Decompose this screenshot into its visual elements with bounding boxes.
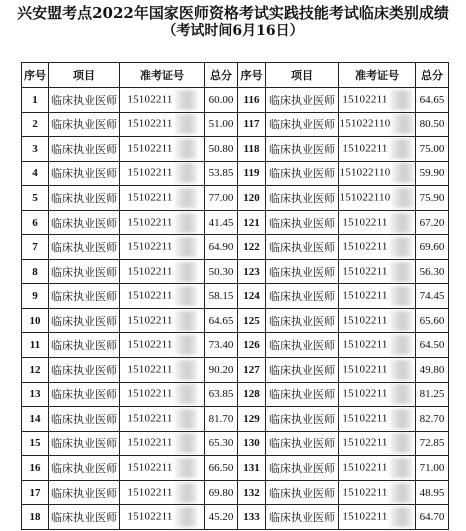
ticket-number: 15102211 [127,412,173,425]
ticket-number: 15102211 [127,486,173,499]
ticket-number: 15102211 [127,93,173,106]
cell-score: 69.80 [205,480,238,505]
ticket-number: 15102211 [127,314,173,327]
redaction-blur [390,384,412,404]
cell-ticket [339,186,416,211]
cell-ticket [120,505,205,530]
cell-seq: 118 [238,137,266,162]
cell-ticket [339,210,416,235]
exam-date-subtitle: （考试时间6月16日） [162,23,304,39]
cell-seq: 10 [22,308,49,333]
redaction-blur [175,286,197,306]
cell-item: 临床执业医师 [49,161,120,186]
cell-score: 41.45 [205,210,238,235]
cell-score: 64.70 [416,505,449,530]
ticket-number: 15102211 [127,142,173,155]
cell-seq: 121 [238,210,266,235]
cell-score: 81.25 [416,382,449,407]
cell-ticket [120,284,205,309]
cell-item: 临床执业医师 [266,112,339,137]
cell-seq: 132 [238,480,266,505]
table-row [22,308,449,333]
cell-item: 临床执业医师 [49,358,120,383]
header-item: 项目 [49,63,120,88]
ticket-number: 15102211 [342,436,388,449]
cell-item: 临床执业医师 [49,505,120,530]
header-item: 项目 [266,63,339,88]
cell-seq: 15 [22,431,49,456]
redaction-blur [390,90,412,110]
cell-seq: 5 [22,186,49,211]
cell-seq: 124 [238,284,266,309]
cell-score: 66.50 [205,456,238,481]
cell-ticket [339,456,416,481]
ticket-number: 15102211 [342,93,388,106]
table-row [22,112,449,137]
ticket-number: 15102211 [127,265,173,278]
cell-item: 临床执业医师 [49,431,120,456]
cell-item: 临床执业医师 [266,431,339,456]
redaction-blur [175,163,197,183]
cell-ticket [120,259,205,284]
cell-seq: 13 [22,382,49,407]
redaction-blur [390,360,412,380]
cell-ticket [120,382,205,407]
cell-ticket [339,358,416,383]
cell-score: 71.00 [416,456,449,481]
redaction-blur [175,507,197,527]
ticket-number: 15102211 [127,166,173,179]
cell-item: 临床执业医师 [49,308,120,333]
redaction-blur [390,213,412,233]
redaction-blur [175,139,197,159]
cell-ticket [339,480,416,505]
cell-ticket [339,259,416,284]
cell-score: 90.20 [205,358,238,383]
table-body [22,88,449,530]
table-row [22,284,449,309]
cell-seq: 2 [22,112,49,137]
cell-score: 58.15 [205,284,238,309]
cell-seq: 128 [238,382,266,407]
cell-item: 临床执业医师 [49,456,120,481]
header-ticket: 准考证号 [120,63,205,88]
ticket-number: 151022110 [339,117,391,130]
cell-seq: 131 [238,456,266,481]
ticket-number: 15102211 [127,216,173,229]
cell-item: 临床执业医师 [49,333,120,358]
redaction-blur [175,433,197,453]
redaction-blur [175,237,197,257]
redaction-blur [175,483,197,503]
cell-score: 67.20 [416,210,449,235]
cell-item: 临床执业医师 [49,88,120,113]
cell-ticket [120,186,205,211]
redaction-blur [392,114,414,134]
ticket-number: 15102211 [127,117,173,130]
cell-score: 82.70 [416,407,449,432]
ticket-number: 15102211 [127,510,173,523]
table-row [22,407,449,432]
redaction-blur [390,311,412,331]
redaction-blur [175,114,197,134]
cell-score: 81.70 [205,407,238,432]
ticket-number: 15102211 [127,191,173,204]
cell-score: 80.50 [416,112,449,137]
ticket-number: 15102211 [342,216,388,229]
cell-seq: 4 [22,161,49,186]
redaction-blur [392,163,414,183]
score-table [21,62,449,530]
cell-seq: 7 [22,235,49,260]
header-ticket: 准考证号 [339,63,416,88]
ticket-number: 15102211 [342,240,388,253]
header-score: 总分 [416,63,449,88]
cell-seq: 117 [238,112,266,137]
cell-item: 临床执业医师 [266,235,339,260]
redaction-blur [175,335,197,355]
redaction-blur [390,409,412,429]
cell-seq: 17 [22,480,49,505]
table-row [22,382,449,407]
cell-item: 临床执业医师 [266,259,339,284]
cell-seq: 16 [22,456,49,481]
cell-item: 临床执业医师 [266,88,339,113]
redaction-blur [390,286,412,306]
cell-item: 临床执业医师 [266,480,339,505]
cell-seq: 6 [22,210,49,235]
redaction-blur [390,237,412,257]
cell-seq: 8 [22,259,49,284]
redaction-blur [390,458,412,478]
ticket-number: 15102211 [342,314,388,327]
redaction-blur [390,483,412,503]
cell-seq: 14 [22,407,49,432]
ticket-number: 15102211 [342,142,388,155]
ticket-number: 15102211 [127,461,173,474]
redaction-blur [175,188,197,208]
ticket-number: 15102211 [127,436,173,449]
cell-item: 临床执业医师 [266,186,339,211]
cell-ticket [339,431,416,456]
cell-item: 临床执业医师 [266,333,339,358]
cell-ticket [339,88,416,113]
cell-ticket [339,333,416,358]
cell-ticket [120,431,205,456]
table-row [22,259,449,284]
cell-ticket [120,112,205,137]
cell-ticket [339,161,416,186]
cell-score: 74.45 [416,284,449,309]
cell-score: 51.00 [205,112,238,137]
redaction-blur [175,311,197,331]
cell-item: 临床执业医师 [266,308,339,333]
table-row [22,480,449,505]
ticket-number: 15102211 [342,510,388,523]
cell-seq: 18 [22,505,49,530]
cell-seq: 116 [238,88,266,113]
cell-ticket [120,456,205,481]
cell-seq: 3 [22,137,49,162]
cell-item: 临床执业医师 [49,259,120,284]
cell-score: 75.00 [416,137,449,162]
cell-seq: 129 [238,407,266,432]
cell-item: 临床执业医师 [266,407,339,432]
cell-score: 49.80 [416,358,449,383]
header-seq: 序号 [22,63,49,88]
cell-ticket [339,308,416,333]
redaction-blur [390,433,412,453]
header-seq: 序号 [238,63,266,88]
cell-score: 45.20 [205,505,238,530]
ticket-number: 15102211 [342,363,388,376]
cell-seq: 123 [238,259,266,284]
cell-ticket [339,284,416,309]
redaction-blur [390,262,412,282]
cell-item: 临床执业医师 [49,235,120,260]
cell-score: 65.60 [416,308,449,333]
ticket-number: 15102211 [127,387,173,400]
table-row [22,235,449,260]
redaction-blur [390,139,412,159]
cell-score: 64.65 [416,88,449,113]
table-row [22,358,449,383]
cell-score: 50.30 [205,259,238,284]
cell-ticket [339,235,416,260]
cell-ticket [120,333,205,358]
ticket-number: 15102211 [127,240,173,253]
cell-ticket [339,505,416,530]
cell-item: 临床执业医师 [266,456,339,481]
header-score: 总分 [205,63,238,88]
ticket-number: 151022110 [339,191,391,204]
cell-item: 临床执业医师 [266,284,339,309]
cell-score: 72.85 [416,431,449,456]
ticket-number: 15102211 [342,412,388,425]
cell-ticket [120,88,205,113]
ticket-number: 15102211 [127,289,173,302]
cell-score: 64.65 [205,308,238,333]
table-row [22,210,449,235]
cell-seq: 127 [238,358,266,383]
cell-ticket [339,112,416,137]
cell-ticket [339,137,416,162]
ticket-number: 151022110 [339,166,391,179]
cell-score: 64.50 [416,333,449,358]
cell-item: 临床执业医师 [49,137,120,162]
cell-score: 63.85 [205,382,238,407]
cell-ticket [120,407,205,432]
cell-item: 临床执业医师 [266,358,339,383]
cell-item: 临床执业医师 [266,210,339,235]
cell-seq: 126 [238,333,266,358]
redaction-blur [175,409,197,429]
redaction-blur [175,360,197,380]
cell-item: 临床执业医师 [266,505,339,530]
cell-score: 48.95 [416,480,449,505]
cell-score: 69.60 [416,235,449,260]
table-row [22,456,449,481]
cell-seq: 122 [238,235,266,260]
ticket-number: 15102211 [342,289,388,302]
cell-item: 临床执业医师 [266,137,339,162]
cell-item: 临床执业医师 [49,407,120,432]
ticket-number: 15102211 [127,338,173,351]
ticket-number: 15102211 [342,486,388,499]
cell-item: 临床执业医师 [49,382,120,407]
redaction-blur [175,262,197,282]
cell-item: 临床执业医师 [266,161,339,186]
table-row [22,505,449,530]
redaction-blur [175,90,197,110]
cell-ticket [339,382,416,407]
redaction-blur [392,188,414,208]
cell-score: 77.00 [205,186,238,211]
cell-item: 临床执业医师 [49,480,120,505]
cell-ticket [120,235,205,260]
cell-seq: 12 [22,358,49,383]
redaction-blur [390,335,412,355]
ticket-number: 15102211 [342,265,388,278]
cell-ticket [120,480,205,505]
cell-seq: 11 [22,333,49,358]
cell-score: 65.30 [205,431,238,456]
table-header-row [22,63,449,88]
table-row [22,431,449,456]
table-row [22,186,449,211]
ticket-number: 15102211 [127,363,173,376]
cell-ticket [120,210,205,235]
cell-ticket [120,161,205,186]
cell-seq: 130 [238,431,266,456]
cell-item: 临床执业医师 [49,210,120,235]
cell-ticket [120,137,205,162]
table-row [22,137,449,162]
redaction-blur [175,213,197,233]
cell-ticket [339,407,416,432]
cell-score: 53.85 [205,161,238,186]
ticket-number: 15102211 [342,338,388,351]
redaction-blur [175,458,197,478]
redaction-blur [175,384,197,404]
table-row [22,333,449,358]
cell-seq: 133 [238,505,266,530]
redaction-blur [390,507,412,527]
cell-score: 64.90 [205,235,238,260]
cell-ticket [120,358,205,383]
cell-seq: 9 [22,284,49,309]
cell-item: 临床执业医师 [49,112,120,137]
ticket-number: 15102211 [342,461,388,474]
cell-score: 73.40 [205,333,238,358]
cell-seq: 1 [22,88,49,113]
cell-score: 56.30 [416,259,449,284]
table-row [22,88,449,113]
ticket-number: 15102211 [342,387,388,400]
cell-score: 50.80 [205,137,238,162]
cell-ticket [120,308,205,333]
table-row [22,161,449,186]
cell-seq: 120 [238,186,266,211]
cell-seq: 119 [238,161,266,186]
cell-item: 临床执业医师 [49,186,120,211]
cell-score: 60.00 [205,88,238,113]
cell-seq: 125 [238,308,266,333]
cell-item: 临床执业医师 [49,284,120,309]
cell-score: 75.90 [416,186,449,211]
cell-item: 临床执业医师 [266,382,339,407]
cell-score: 59.90 [416,161,449,186]
document-title: 兴安盟考点2022年国家医师资格考试实践技能考试临床类别成绩 [17,4,449,22]
